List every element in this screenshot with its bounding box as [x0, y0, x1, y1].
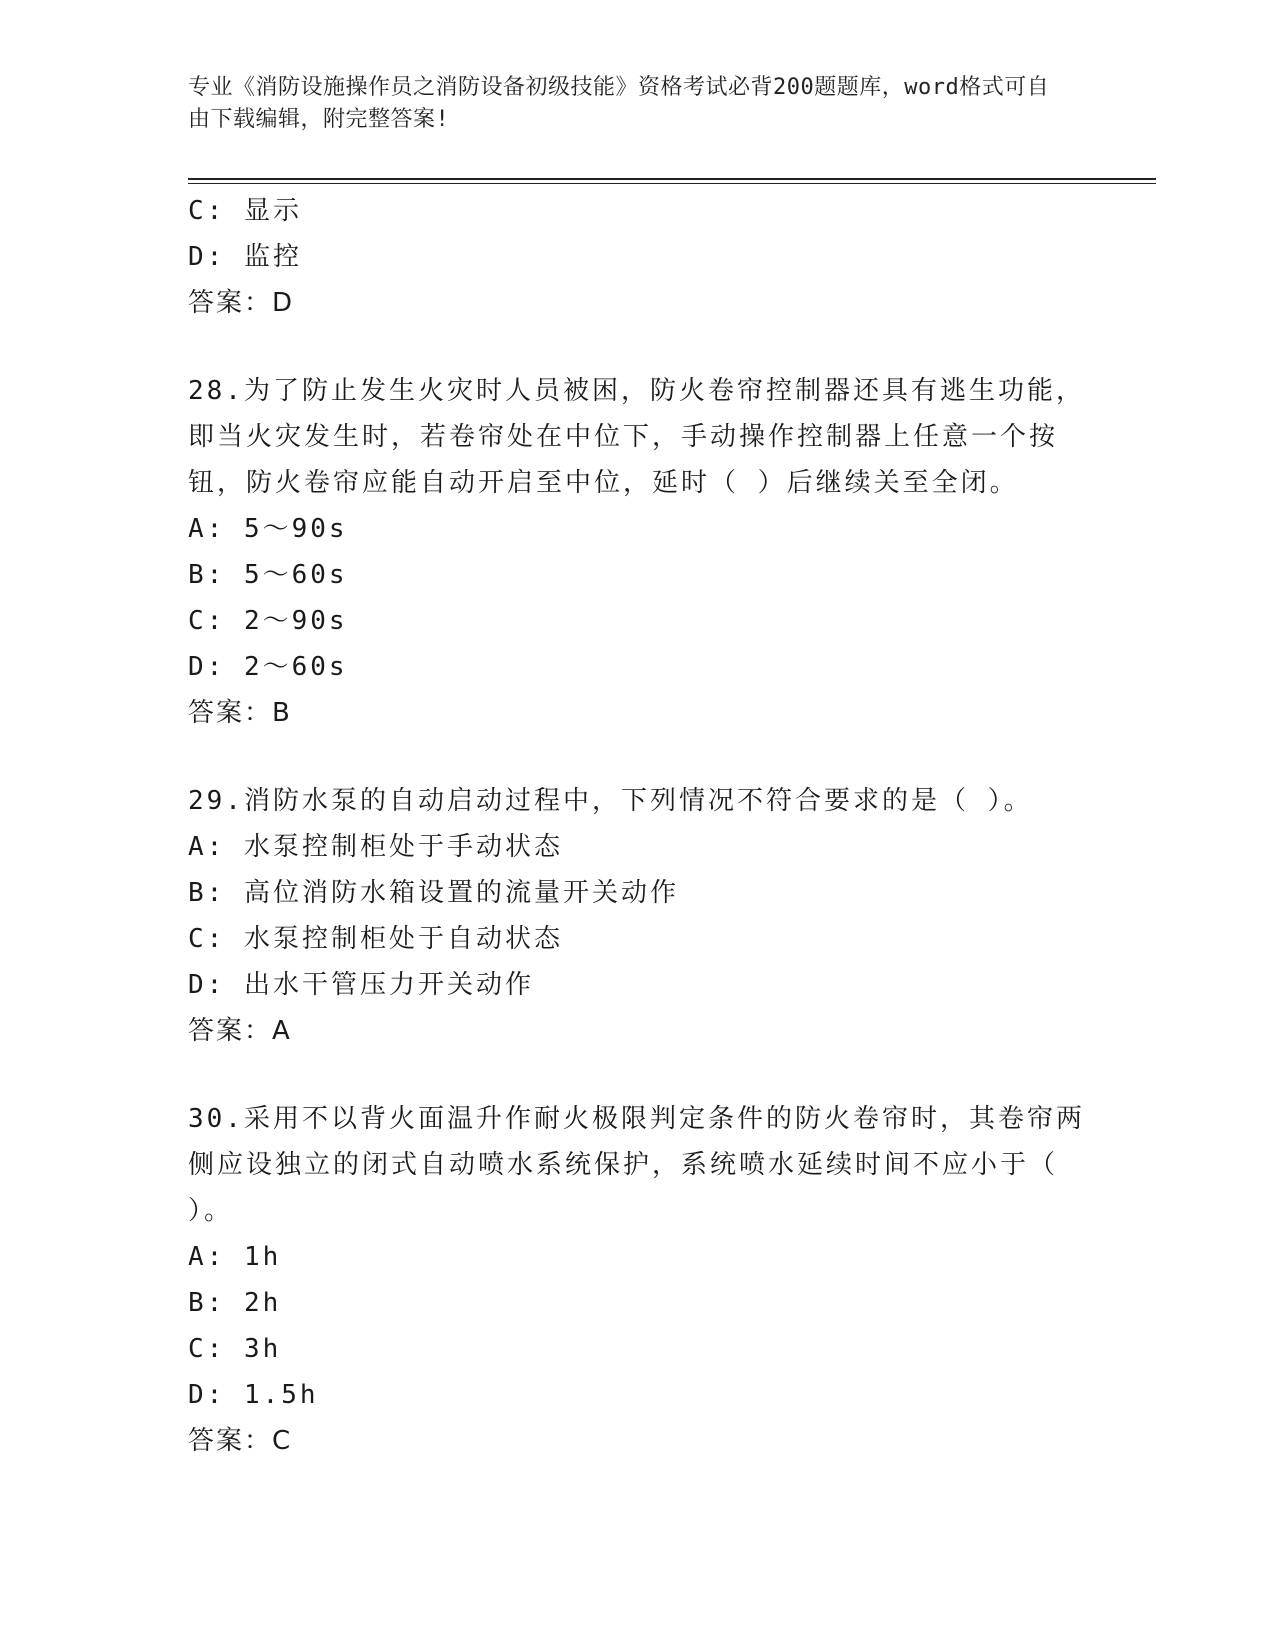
option-label: B: [188, 878, 207, 908]
option-label: C: [188, 1334, 207, 1364]
answer-line: [188, 280, 1088, 326]
option-label: C: [188, 924, 207, 954]
option-text: 监控: [243, 242, 302, 272]
option-c: C: 3h: [188, 1334, 282, 1364]
question-number: 30.: [188, 1104, 244, 1134]
option-label: A: [188, 832, 207, 862]
option-label: B: [188, 1288, 207, 1318]
question-text: 消防水泵的自动启动过程中，下列情况不符合要求的是（ ）。: [243, 786, 1033, 816]
option-label: D: [188, 242, 207, 272]
question-text: 为了防止发生火灾时人员被困，防火卷帘控制器还具有逃生功能，: [243, 376, 1085, 406]
answer-label: 答案：: [188, 288, 273, 318]
option-text: 2h: [243, 1288, 282, 1318]
question-line: [188, 778, 1088, 824]
option-label: C: [188, 606, 207, 636]
question-text: 侧应设独立的闭式自动喷水系统保护，系统喷水延续时间不应小于（: [188, 1150, 1059, 1180]
question-line: [188, 1188, 1088, 1234]
option-text: 高位消防水箱设置的流量开关动作: [243, 878, 679, 908]
question-content: [188, 188, 1088, 1464]
option-text: 2～90s: [243, 606, 348, 636]
question-28: [188, 368, 1088, 736]
header-divider-thin: [188, 183, 1156, 184]
option-label: D: [188, 970, 207, 1000]
question-number: 29.: [188, 786, 244, 816]
option-a: A: 水泵控制柜处于手动状态: [188, 832, 563, 862]
option-label: D: [188, 652, 207, 682]
answer-value: D: [272, 288, 295, 318]
option-text: 5～90s: [243, 514, 348, 544]
option-text: 水泵控制柜处于手动状态: [243, 832, 563, 862]
option-d: D: 监控: [188, 242, 302, 272]
answer-line: [188, 1418, 1088, 1464]
option-text: 3h: [243, 1334, 282, 1364]
question-line: [188, 1142, 1088, 1188]
option-text: 1h: [243, 1242, 282, 1272]
question-line: [188, 368, 1088, 414]
question-29: [188, 778, 1088, 1054]
option-c: C: 显示: [188, 196, 302, 226]
question-text: 采用不以背火面温升作耐火极限判定条件的防火卷帘时，其卷帘两: [243, 1104, 1085, 1134]
answer-value: C: [272, 1426, 293, 1456]
question-line: [188, 460, 1088, 506]
option-d: D: 出水干管压力开关动作: [188, 970, 534, 1000]
option-a: A: 1h: [188, 1242, 282, 1272]
document-header: [188, 72, 1068, 136]
question-line: [188, 1096, 1088, 1142]
question-30: [188, 1096, 1088, 1464]
option-d: D: 2～60s: [188, 652, 348, 682]
answer-value: B: [272, 698, 292, 728]
header-divider: [188, 178, 1156, 180]
header-text: 专业《消防设施操作员之消防设备初级技能》资格考试必背200题题库，word格式可自由下载编辑，附完整答案!: [188, 75, 1050, 132]
option-b: B: 5～60s: [188, 560, 348, 590]
answer-line: [188, 1008, 1088, 1054]
question-text: 即当火灾发生时，若卷帘处在中位下，手动操作控制器上任意一个按: [188, 422, 1059, 452]
option-label: D: [188, 1380, 207, 1410]
question-number: 28.: [188, 376, 244, 406]
answer-value: A: [272, 1016, 292, 1046]
answer-line: [188, 690, 1088, 736]
option-b: B: 高位消防水箱设置的流量开关动作: [188, 878, 679, 908]
option-text: 水泵控制柜处于自动状态: [243, 924, 563, 954]
option-a: A: 5～90s: [188, 514, 348, 544]
option-text: 5～60s: [243, 560, 348, 590]
option-label: A: [188, 514, 207, 544]
answer-label: 答案：: [188, 1016, 273, 1046]
option-text: 出水干管压力开关动作: [243, 970, 534, 1000]
option-d: D: 1.5h: [188, 1380, 319, 1410]
prev-question-block: [188, 188, 1088, 326]
option-c: C: 水泵控制柜处于自动状态: [188, 924, 563, 954]
option-text: 显示: [243, 196, 302, 226]
answer-label: 答案：: [188, 1426, 273, 1456]
option-label: A: [188, 1242, 207, 1272]
option-text: 1.5h: [243, 1380, 319, 1410]
question-text: 钮，防火卷帘应能自动开启至中位，延时（ ）后继续关至全闭。: [188, 468, 1019, 498]
option-text: 2～60s: [243, 652, 348, 682]
option-b: B: 2h: [188, 1288, 282, 1318]
option-label: C: [188, 196, 207, 226]
option-label: B: [188, 560, 207, 590]
answer-label: 答案：: [188, 698, 273, 728]
question-text: ）。: [188, 1196, 234, 1226]
question-line: [188, 414, 1088, 460]
option-c: C: 2～90s: [188, 606, 348, 636]
